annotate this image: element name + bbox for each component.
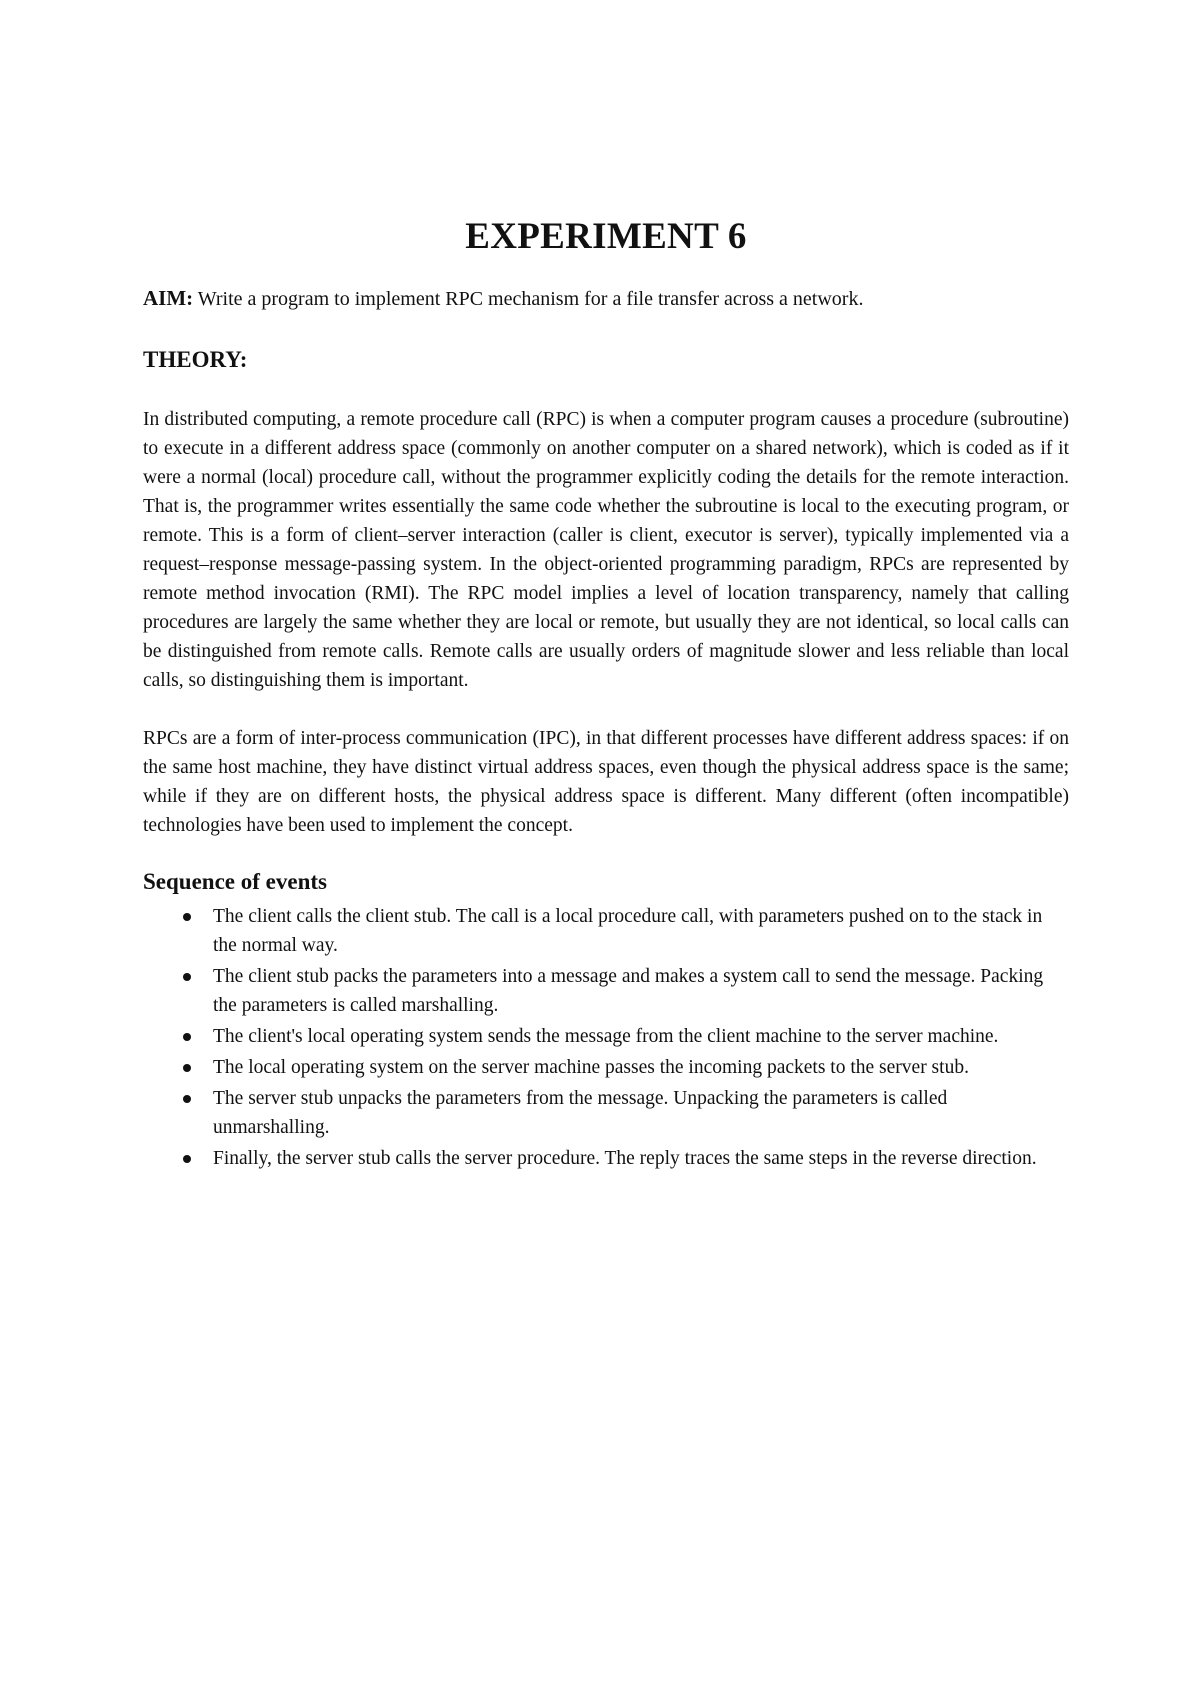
document-body xyxy=(143,212,1069,1175)
list-item-text: The server stub unpacks the parameters from the message. Unpacking the parameters is called unmarshalling. xyxy=(213,1088,948,1138)
bullet-icon xyxy=(183,1064,191,1072)
list-item xyxy=(143,1144,1069,1173)
bullet-icon xyxy=(183,1033,191,1041)
list-item xyxy=(143,1084,1069,1142)
sequence-list xyxy=(143,902,1069,1173)
page-title: EXPERIMENT 6 xyxy=(465,216,747,257)
bullet-icon xyxy=(183,1155,191,1163)
list-item-text: The client stub packs the parameters into a message and makes a system call to send the message. Packing the parameters is called marshalling. xyxy=(213,966,1044,1016)
list-item-text: Finally, the server stub calls the server procedure. The reply traces the same steps in the reverse direction. xyxy=(213,1148,1037,1169)
aim-label: AIM: xyxy=(143,286,194,310)
list-item xyxy=(143,902,1069,960)
bullet-icon xyxy=(183,913,191,921)
list-item-text: The local operating system on the server machine passes the incoming packets to the server stub. xyxy=(213,1057,969,1078)
sequence-heading: Sequence of events xyxy=(143,869,327,894)
list-item-text: The client calls the client stub. The call is a local procedure call, with parameters pushed on to the stack in the normal way. xyxy=(213,906,1043,956)
theory-paragraph-1: In distributed computing, a remote procedure call (RPC) is when a computer program causes a procedure (subroutine) to execute in a different address space (commonly on another computer on a shared network), which is coded as if it were a normal (local) procedure call, without the programmer explicitly coding the details for the remote interaction. That is, the programmer writes essentially the same code whether the subroutine is local to the executing program, or remote. This is a form of client–server interaction (caller is client, executor is server), typically implemented via a request–response message-passing system. In the object-oriented programming paradigm, RPCs are represented by remote method invocation (RMI). The RPC model implies a level of location transparency, namely that calling procedures are largely the same whether they are local or remote, but usually they are not identical, so local calls can be distinguished from remote calls. Remote calls are usually orders of magnitude slower and less reliable than local calls, so distinguishing them is important. xyxy=(143,409,1069,691)
aim-statement xyxy=(143,284,1069,313)
list-item xyxy=(143,1053,1069,1082)
aim-text: Write a program to implement RPC mechanism for a file transfer across a network. xyxy=(193,288,864,310)
bullet-icon xyxy=(183,1095,191,1103)
list-item xyxy=(143,1022,1069,1051)
list-item-text: The client's local operating system sends the message from the client machine to the server machine. xyxy=(213,1026,999,1047)
list-item xyxy=(143,962,1069,1020)
theory-paragraph-2: RPCs are a form of inter-process communication (IPC), in that different processes have different address spaces: if on the same host machine, they have distinct virtual address spaces, even though the physical address space is the same; while if they are on different hosts, the physical address space is different. Many different (often incompatible) technologies have been used to implement the concept. xyxy=(143,728,1069,836)
theory-heading: THEORY: xyxy=(143,347,248,372)
bullet-icon xyxy=(183,973,191,981)
